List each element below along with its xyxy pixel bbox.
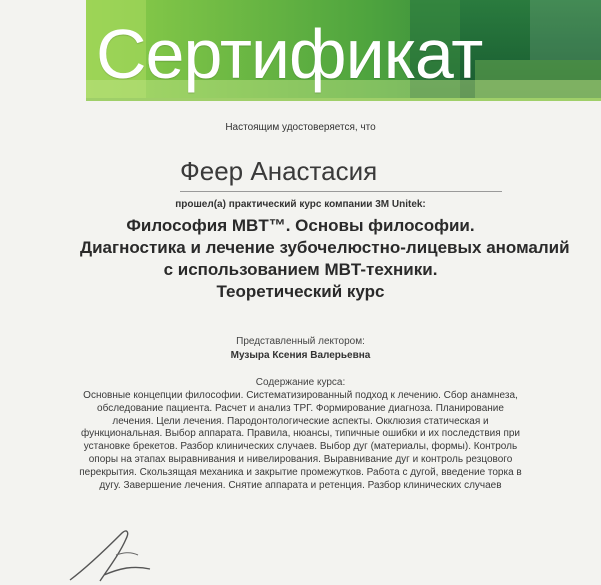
name-underline [180,191,502,192]
course-title-line: Теоретический курс [216,282,385,301]
course-title [80,215,570,303]
course-title-line: с использованием MBT-техники. [163,260,438,279]
course-title-line: Философия MBT™. Основы философии. [126,216,475,235]
signature-icon [60,525,180,585]
content-text: Основные концепции философии. Систематизированный подход к лечению. Сбор анамнеза, обследование пациента. Расчет и анализ ТРГ. Формирование диагноза. Планирование лечения. Цели лечения. Пародонтологические аспекты. Окклюзия статическая и функциональная. Выбор аппарата. Правила, нюансы, типичные ошибки и их последствия при установке брекетов. Разбор клинических случаев. Выбор дуг (материалы, формы). Контроль опоры на этапах выравнивания и нивелирования. Выравнивание дуг и контроль резцового перекрытия. Скользящая механика и закрытие промежутков. Работа с дугой, введение торка в дугу. Завершение лечения. Снятие аппарата и ретенция. Разбор клинических случаев [79,390,522,491]
lecturer-label: Представленный лектором: [236,336,365,347]
course-title-line: Диагностика и лечение зубочелюстно-лицевых аномалий [80,238,570,257]
recipient-name: Феер Анастасия [180,156,378,186]
certificate-title: Сертификат [96,15,483,93]
content-label: Содержание курса: [255,377,346,388]
intro-text: Настоящим удостоверяется, что [225,122,376,133]
course-intro: прошел(а) практический курс компании 3M Unitek: [175,199,426,210]
header-banner [0,0,601,108]
lecturer-name: Музыра Ксения Валерьевна [230,350,371,361]
